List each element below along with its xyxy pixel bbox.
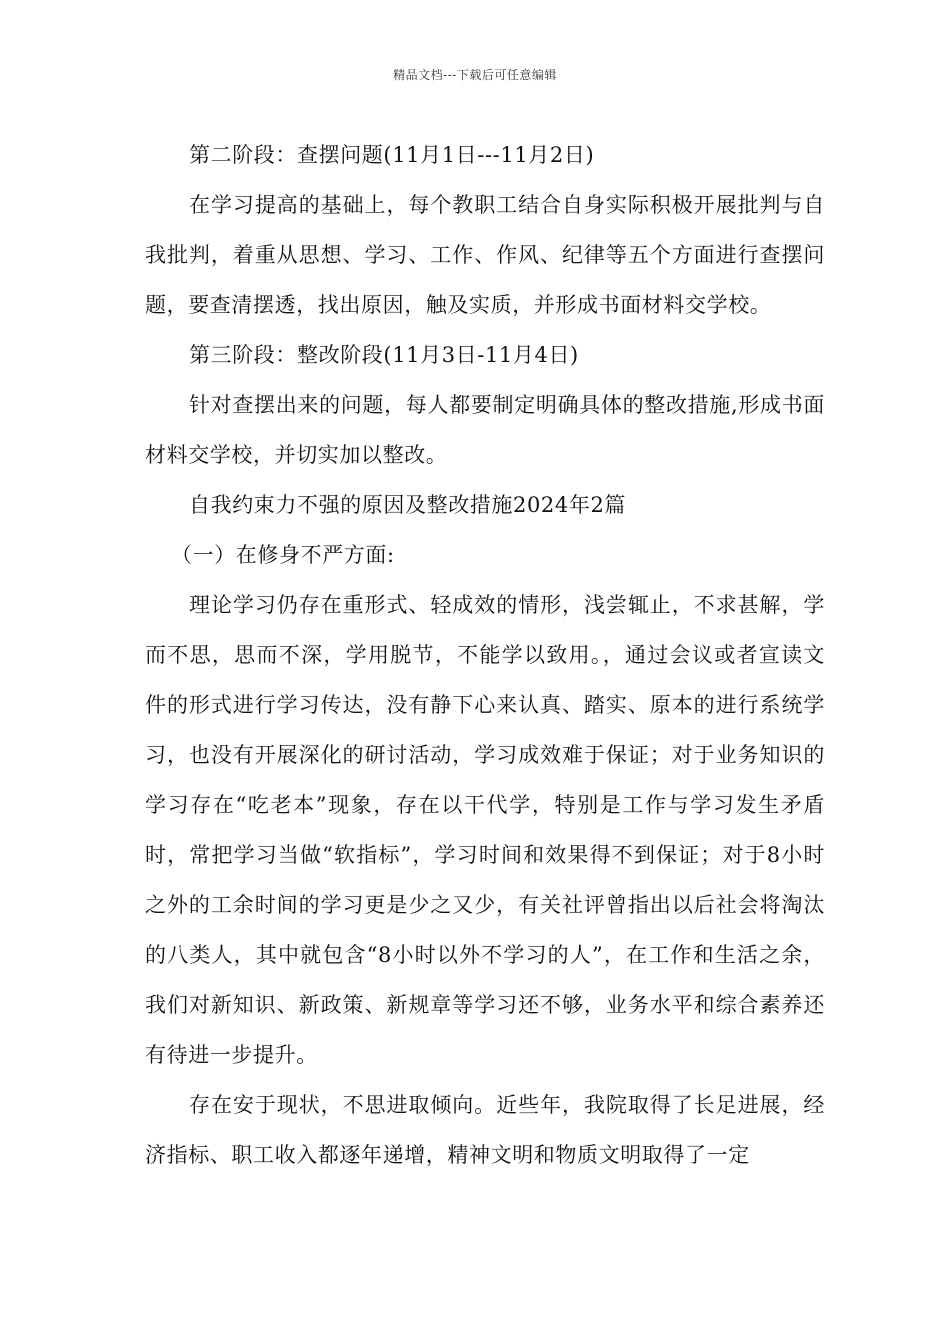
stage-three-paragraph: 针对查摆出来的问题，每人都要制定明确具体的整改措施,形成书面材料交学校，并切实加以整改。 xyxy=(145,393,825,467)
stage-three-heading: 第三阶段：整改阶段(11月3日-11月4日) xyxy=(189,343,579,367)
stage-two-paragraph: 在学习提高的基础上，每个教职工结合自身实际积极开展批判与自我批判，着重从思想、学习、工作、作风、纪律等五个方面进行查摆问题，要查清摆透，找出原因，触及实质，并形成书面材料交学校。 xyxy=(145,193,825,317)
document-body xyxy=(145,130,825,1180)
complacency-paragraph: 存在安于现状，不思进取倾向。近些年，我院取得了长足进展，经济指标、职工收入都逐年递增，精神文明和物质文明取得了一定 xyxy=(145,1093,825,1167)
subsection-heading: （一）在修身不严方面: xyxy=(171,543,395,567)
section-title: 自我约束力不强的原因及整改措施2024年2篇 xyxy=(189,493,627,517)
theory-study-paragraph: 理论学习仍存在重形式、轻成效的情形，浅尝辄止，不求甚解，学而不思，思而不深，学用脱节，不能学以致用。，通过会议或者宣读文件的形式进行学习传达，没有静下心来认真、踏实、原本的进行系统学习，也没有开展深化的研讨活动，学习成效难于保证；对于业务知识的学习存在“吃老本”现象，存在以干代学，特别是工作与学习发生矛盾时，常把学习当做“软指标”，学习时间和效果得不到保证；对于8小时之外的工余时间的学习更是少之又少，有关社评曾指出以后社会将淘汰的八类人，其中就包含“8小时以外不学习的人”，在工作和生活之余，我们对新知识、新政策、新规章等学习还不够，业务水平和综合素养还有待进一步提升。 xyxy=(145,593,825,1067)
stage-two-heading: 第二阶段：查摆问题(11月1日---11月2日) xyxy=(189,143,595,167)
page-header: 精品文档---下载后可任意编辑 xyxy=(393,68,557,82)
